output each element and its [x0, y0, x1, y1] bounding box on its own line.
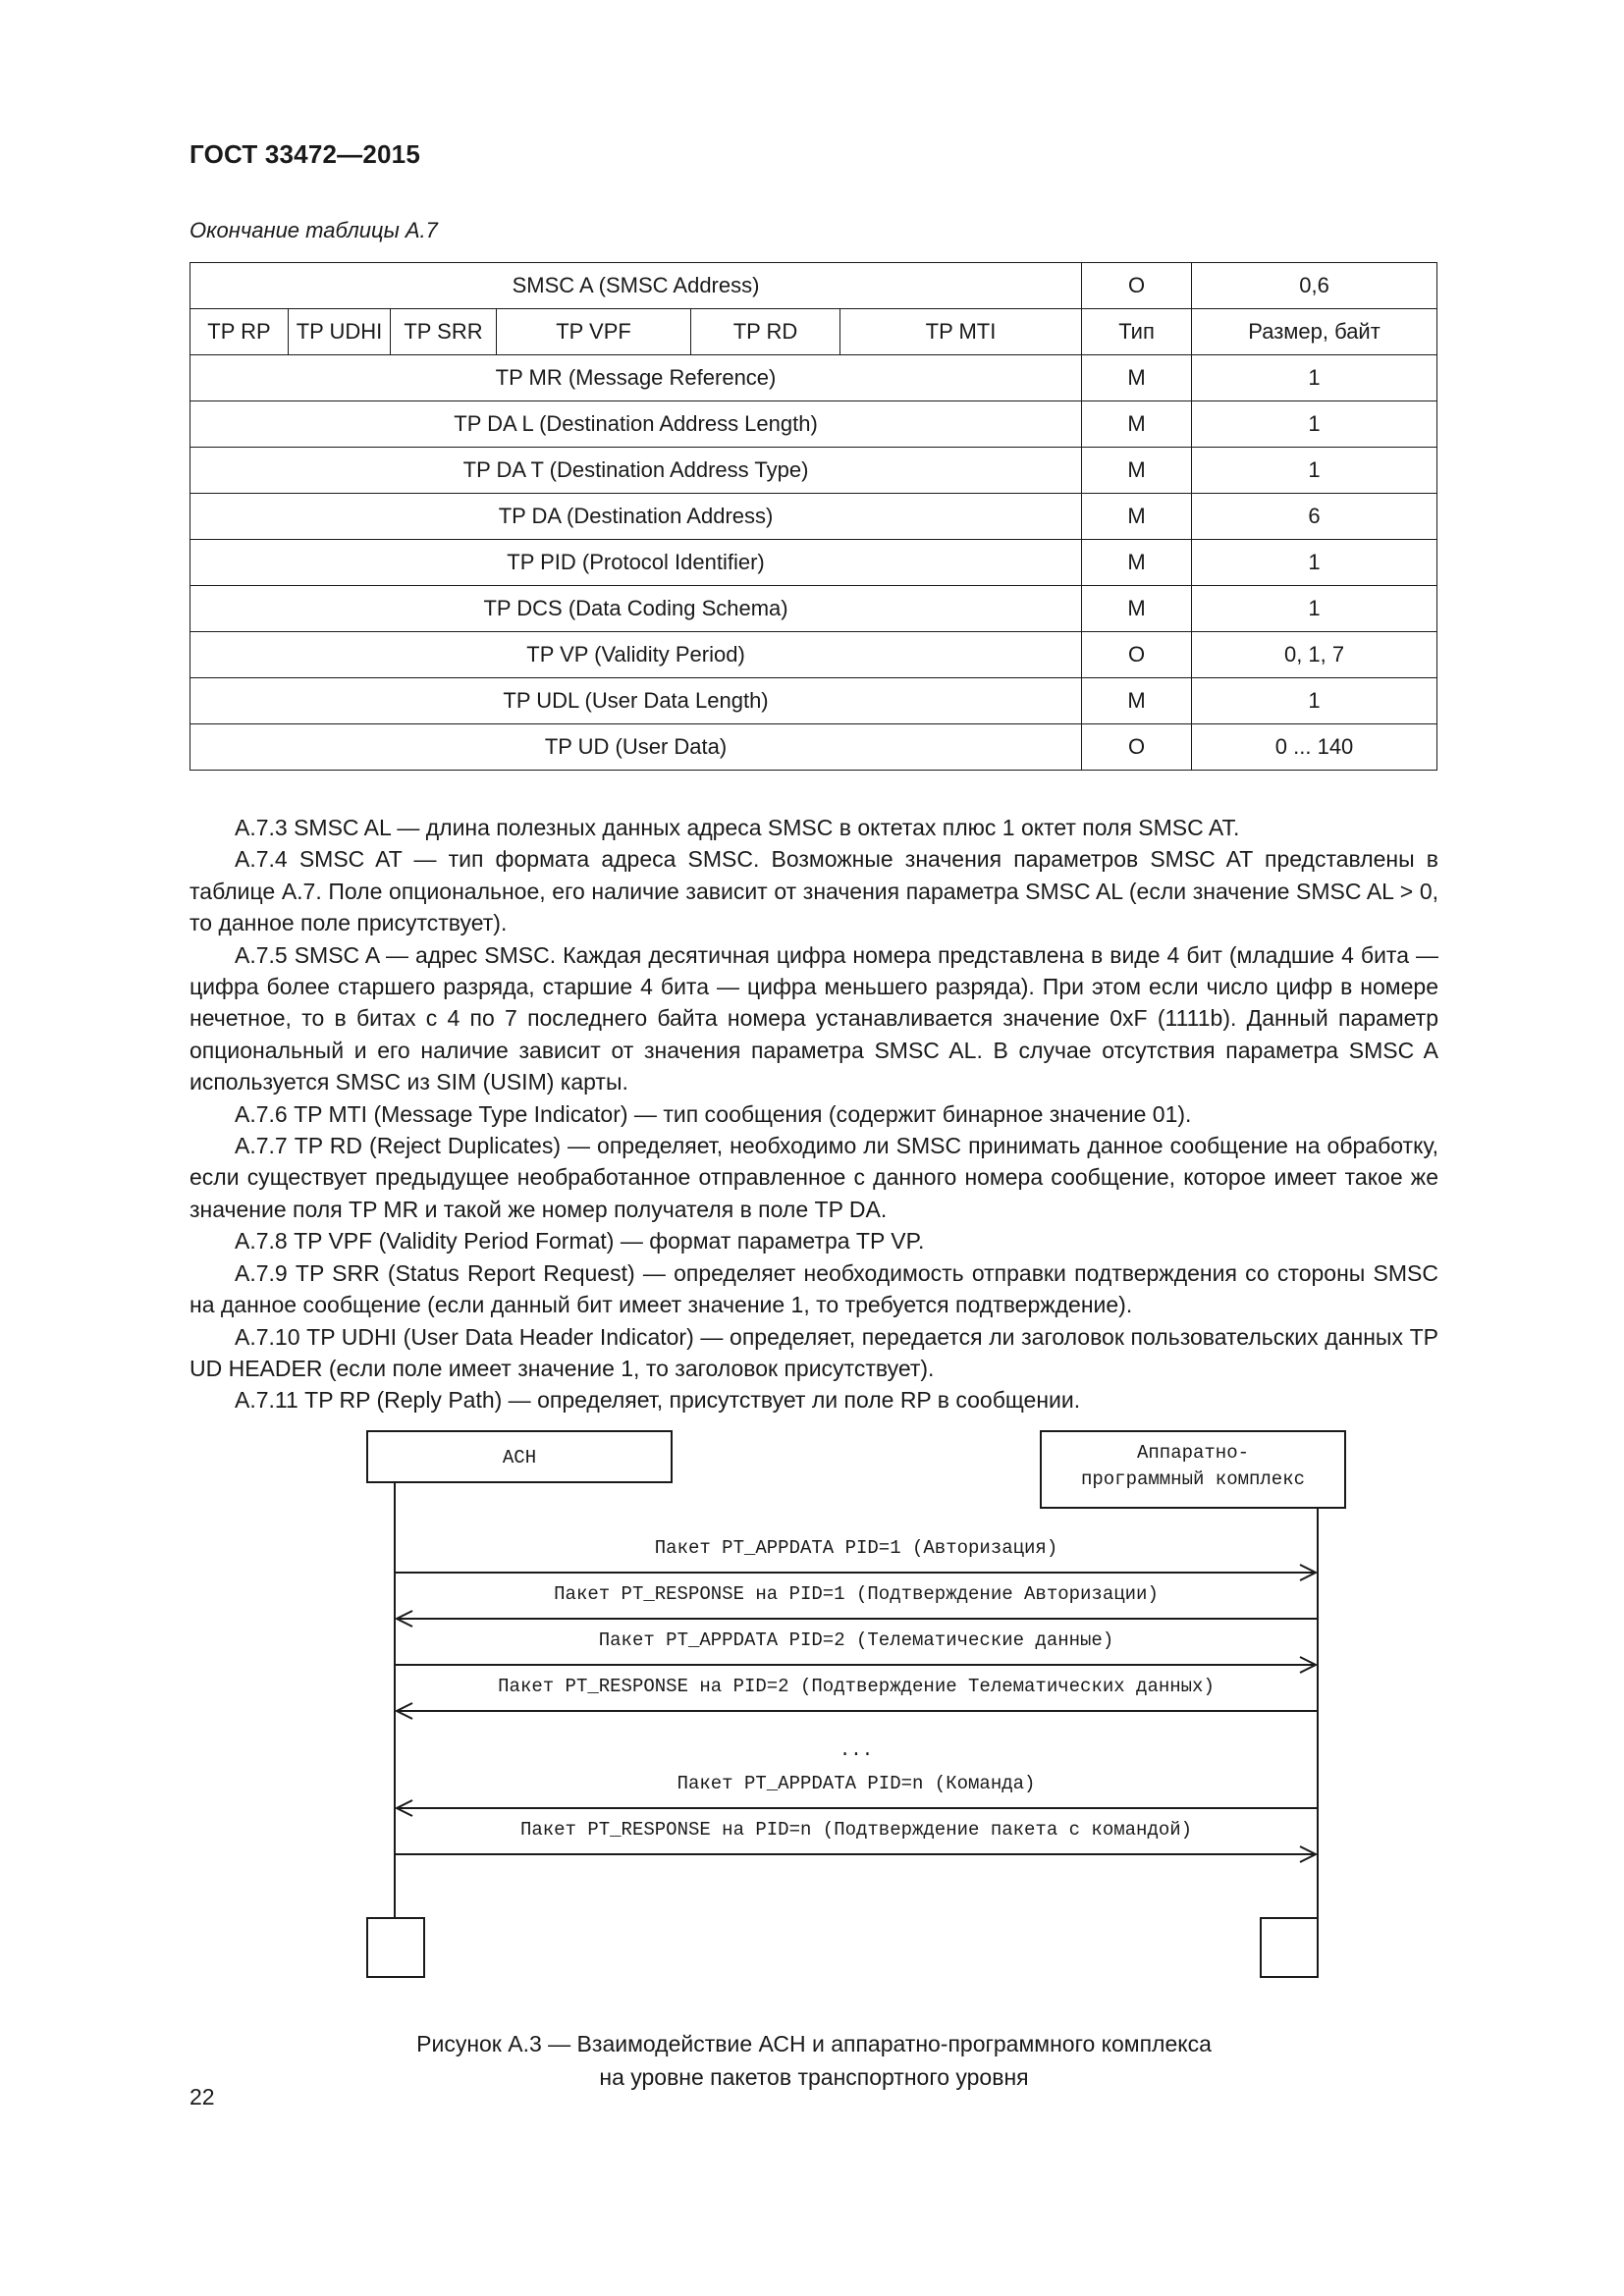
table-row: [190, 355, 1437, 401]
table-row: [190, 540, 1437, 586]
diagram-ellipsis: ...: [839, 1739, 874, 1761]
cell-size: 1: [1192, 401, 1437, 448]
cell-label: TP DA L (Destination Address Length): [190, 401, 1082, 448]
running-head: ГОСТ 33472—2015: [189, 139, 420, 169]
cell-type: M: [1082, 355, 1192, 401]
sequence-diagram: [324, 1404, 1394, 2012]
cell-label: TP PID (Protocol Identifier): [190, 540, 1082, 586]
message-arrow-2: [397, 1611, 1318, 1627]
column-header-size: Размер, байт: [1192, 309, 1437, 355]
cell-type: O: [1082, 632, 1192, 678]
cell-size: 1: [1192, 678, 1437, 724]
cell-type: M: [1082, 586, 1192, 632]
cell-type: M: [1082, 678, 1192, 724]
message-label-3: Пакет PT_APPDATA PID=2 (Телематические данные): [598, 1629, 1114, 1651]
cell-tp-rd: TP RD: [691, 309, 840, 355]
paragraph-a73: А.7.3 SMSC AL — длина полезных данных адреса SMSC в октетах плюс 1 октет поля SMSC AT.: [235, 815, 1240, 840]
table-row: [190, 448, 1437, 494]
message-arrow-6: [395, 1846, 1316, 1862]
cell-label: TP VP (Validity Period): [190, 632, 1082, 678]
actor-label-right-line1: Аппаратно-: [1136, 1442, 1250, 1464]
cell-type: M: [1082, 448, 1192, 494]
paragraph-a75: А.7.5 SMSC A — адрес SMSC. Каждая десятичная цифра номера представлена в виде 4 бит (младшие 4 бита — цифра более старшего разряда, старшие 4 бита — цифра меньшего разряда). При этом если число цифр в номере нечетное, то в битах с 4 по 7 последнего байта номера устанавливается значение 0xF (1111b). Данный параметр опциональный и его наличие зависит от значения параметра SMSC AL. В случае отсутствия параметра SMSC A используется SMSC из SIM (USIM) карты.: [189, 941, 1438, 1095]
cell-label: TP DCS (Data Coding Schema): [190, 586, 1082, 632]
cell-label: TP UDL (User Data Length): [190, 678, 1082, 724]
paragraph-a77: А.7.7 TP RD (Reject Duplicates) — определяет, необходимо ли SMSC принимать данное сообщение на обработку, если существует предыдущее необработанное отправленное с данного номера сообщение, которое имеет такое же значение поля TP MR и такой же номер получателя в поле TP DA.: [189, 1133, 1438, 1222]
cell-type: M: [1082, 401, 1192, 448]
table-row-smsc-a: [190, 263, 1437, 309]
cell-tp-vpf: TP VPF: [497, 309, 691, 355]
table-row-bitfields: [190, 309, 1437, 355]
paragraph-a711: А.7.11 TP RP (Reply Path) — определяет, присутствует ли поле RP в сообщении.: [235, 1387, 1081, 1414]
cell-tp-udhi: TP UDHI: [289, 309, 391, 355]
cell-type: O: [1082, 263, 1192, 309]
message-arrow-5: [397, 1800, 1318, 1816]
paragraph-a78: А.7.8 TP VPF (Validity Period Format) — формат параметра TP VP.: [235, 1228, 925, 1255]
paragraph-a79: А.7.9 TP SRR (Status Report Request) — определяет необходимость отправки подтверждения со стороны SMSC на данное сообщение (если данный бит имеет значение 1, то требуется подтверждение).: [189, 1259, 1438, 1318]
figure-caption-line1: Рисунок А.3 — Взаимодействие АСН и аппаратно-программного комплекса: [416, 2031, 1212, 2056]
table-row: [190, 724, 1437, 771]
termination-box-right: [1261, 1918, 1318, 1977]
message-arrow-1: [395, 1565, 1316, 1580]
paragraph-a74: А.7.4 SMSC AT — тип формата адреса SMSC. Возможные значения параметров SMSC AT представлены в таблице А.7. Поле опциональное, его наличие зависит от значения параметра SMSC AL (если значение SMSC AL > 0, то данное поле присутствует).: [189, 846, 1438, 936]
cell-tp-srr: TP SRR: [391, 309, 497, 355]
cell-type: M: [1082, 494, 1192, 540]
cell-tp-mti: TP MTI: [840, 309, 1082, 355]
cell-size: 0, 1, 7: [1192, 632, 1437, 678]
cell-size: 0,6: [1192, 263, 1437, 309]
cell-size: 6: [1192, 494, 1437, 540]
body-text: [189, 812, 1438, 1416]
cell-label: TP DA (Destination Address): [190, 494, 1082, 540]
cell-type: O: [1082, 724, 1192, 771]
message-label-2: Пакет PT_RESPONSE на PID=1 (Подтверждение Авторизации): [554, 1583, 1159, 1605]
page-number: 22: [189, 2084, 215, 2109]
actor-label-right-line2: программный комплекс: [1080, 1468, 1306, 1490]
paragraph-a710: А.7.10 TP UDHI (User Data Header Indicator) — определяет, передается ли заголовок пользовательских данных TP UD HEADER (если поле имеет значение 1, то заголовок присутствует).: [189, 1323, 1438, 1381]
message-label-5: Пакет PT_APPDATA PID=n (Команда): [677, 1773, 1036, 1794]
cell-size: 1: [1192, 355, 1437, 401]
cell-label: SMSC A (SMSC Address): [190, 263, 1082, 309]
table-row: [190, 632, 1437, 678]
cell-size: 1: [1192, 586, 1437, 632]
table-row: [190, 586, 1437, 632]
cell-size: 0 ... 140: [1192, 724, 1437, 771]
message-label-4: Пакет PT_RESPONSE на PID=2 (Подтверждение Телематических данных): [498, 1676, 1215, 1697]
message-label-1: Пакет PT_APPDATA PID=1 (Авторизация): [654, 1537, 1058, 1559]
message-arrow-3: [395, 1657, 1316, 1673]
cell-size: 1: [1192, 448, 1437, 494]
cell-label: TP UD (User Data): [190, 724, 1082, 771]
message-arrow-4: [397, 1703, 1318, 1719]
paragraph-a76: А.7.6 TP MTI (Message Type Indicator) — тип сообщения (содержит бинарное значение 01).: [235, 1100, 1192, 1127]
termination-box-left: [367, 1918, 424, 1977]
cell-label: TP MR (Message Reference): [190, 355, 1082, 401]
actor-label-left: АСН: [502, 1447, 537, 1468]
figure-caption: [189, 2027, 1438, 2094]
table-caption: Окончание таблицы А.7: [189, 218, 438, 242]
cell-label: TP DA T (Destination Address Type): [190, 448, 1082, 494]
parameters-table: [189, 262, 1437, 771]
figure-caption-line2: на уровне пакетов транспортного уровня: [599, 2064, 1029, 2090]
cell-tp-rp: TP RP: [190, 309, 289, 355]
message-label-6: Пакет PT_RESPONSE на PID=n (Подтверждение пакета с командой): [519, 1819, 1193, 1841]
column-header-type: Тип: [1082, 309, 1192, 355]
table-row: [190, 678, 1437, 724]
table-row: [190, 401, 1437, 448]
table-row: [190, 494, 1437, 540]
cell-type: M: [1082, 540, 1192, 586]
cell-size: 1: [1192, 540, 1437, 586]
